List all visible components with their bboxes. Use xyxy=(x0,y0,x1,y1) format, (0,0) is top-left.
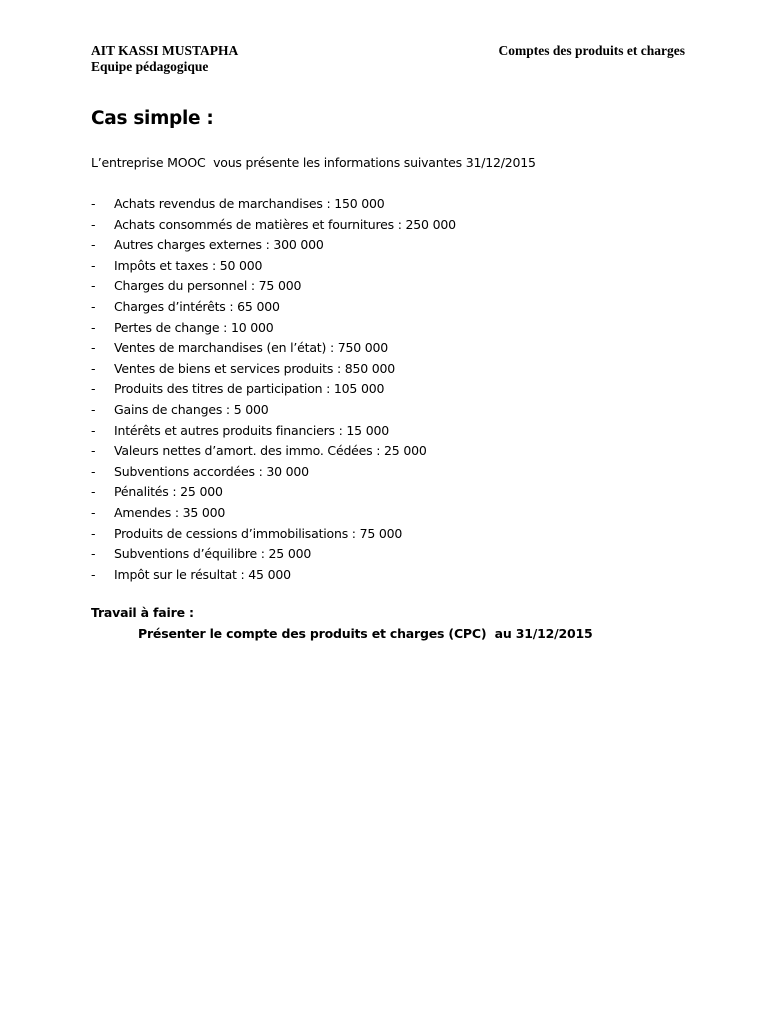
list-bullet: - xyxy=(91,546,96,562)
header-team: Equipe pédagogique xyxy=(91,59,209,74)
list-bullet: - xyxy=(91,525,96,541)
list-item-text: Subventions d’équilibre : 25 000 xyxy=(114,546,312,562)
list-item-text: Autres charges externes : 300 000 xyxy=(114,237,324,253)
intro-text: L’entreprise MOOC vous présente les informations suivantes 31/12/2015 xyxy=(91,155,536,170)
list-item-text: Amendes : 35 000 xyxy=(114,504,226,520)
list-bullet: - xyxy=(91,196,96,211)
list-item-text: Ventes de biens et services produits : 850 000 xyxy=(114,360,396,376)
list-item-text: Achats consommés de matières et fournitures : 250 000 xyxy=(114,216,456,232)
list-item-text: Impôt sur le résultat : 45 000 xyxy=(114,566,291,582)
list-item-text: Pertes de change : 10 000 xyxy=(114,319,274,335)
list-item-text: Gains de changes : 5 000 xyxy=(114,401,269,417)
list-bullet: - xyxy=(91,566,96,582)
task-label: Travail à faire : xyxy=(91,605,194,620)
list-item-text: Impôts et taxes : 50 000 xyxy=(114,257,263,273)
list-item-text: Valeurs nettes d’amort. des immo. Cédées : 25 000 xyxy=(114,443,427,459)
header-author: AIT KASSI MUSTAPHA xyxy=(91,43,239,58)
list-bullet: - xyxy=(91,298,96,314)
list-bullet: - xyxy=(91,257,96,273)
list-item-text: Charges d’intérêts : 65 000 xyxy=(114,298,280,314)
list-item-text: Ventes de marchandises (en l’état) : 750 000 xyxy=(114,340,389,356)
header-doc-title: Comptes des produits et charges xyxy=(498,43,685,58)
list-bullet: - xyxy=(91,381,96,397)
list-bullet: - xyxy=(91,422,96,438)
list-bullet: - xyxy=(91,484,96,500)
list-item-text: Intérêts et autres produits financiers : 15 000 xyxy=(114,422,389,438)
list-bullet: - xyxy=(91,319,96,335)
list-bullet: - xyxy=(91,360,96,376)
list-item-text: Produits de cessions d’immobilisations : 75 000 xyxy=(114,525,403,541)
list-bullet: - xyxy=(91,401,96,417)
case-title: Cas simple : xyxy=(91,108,214,129)
list-item-text: Charges du personnel : 75 000 xyxy=(114,278,302,294)
list-bullet: - xyxy=(91,340,96,356)
list-item-text: Pénalités : 25 000 xyxy=(114,484,223,500)
list-bullet: - xyxy=(91,443,96,459)
list-item-text: Produits des titres de participation : 105 000 xyxy=(114,381,385,397)
list-bullet: - xyxy=(91,216,96,232)
list-item-text: Achats revendus de marchandises : 150 000 xyxy=(114,196,385,211)
list-bullet: - xyxy=(91,278,96,294)
list-bullet: - xyxy=(91,237,96,253)
task-text: Présenter le compte des produits et charges (CPC) au 31/12/2015 xyxy=(138,626,593,641)
list-bullet: - xyxy=(91,463,96,479)
list-bullet: - xyxy=(91,504,96,520)
list-item-text: Subventions accordées : 30 000 xyxy=(114,463,309,479)
